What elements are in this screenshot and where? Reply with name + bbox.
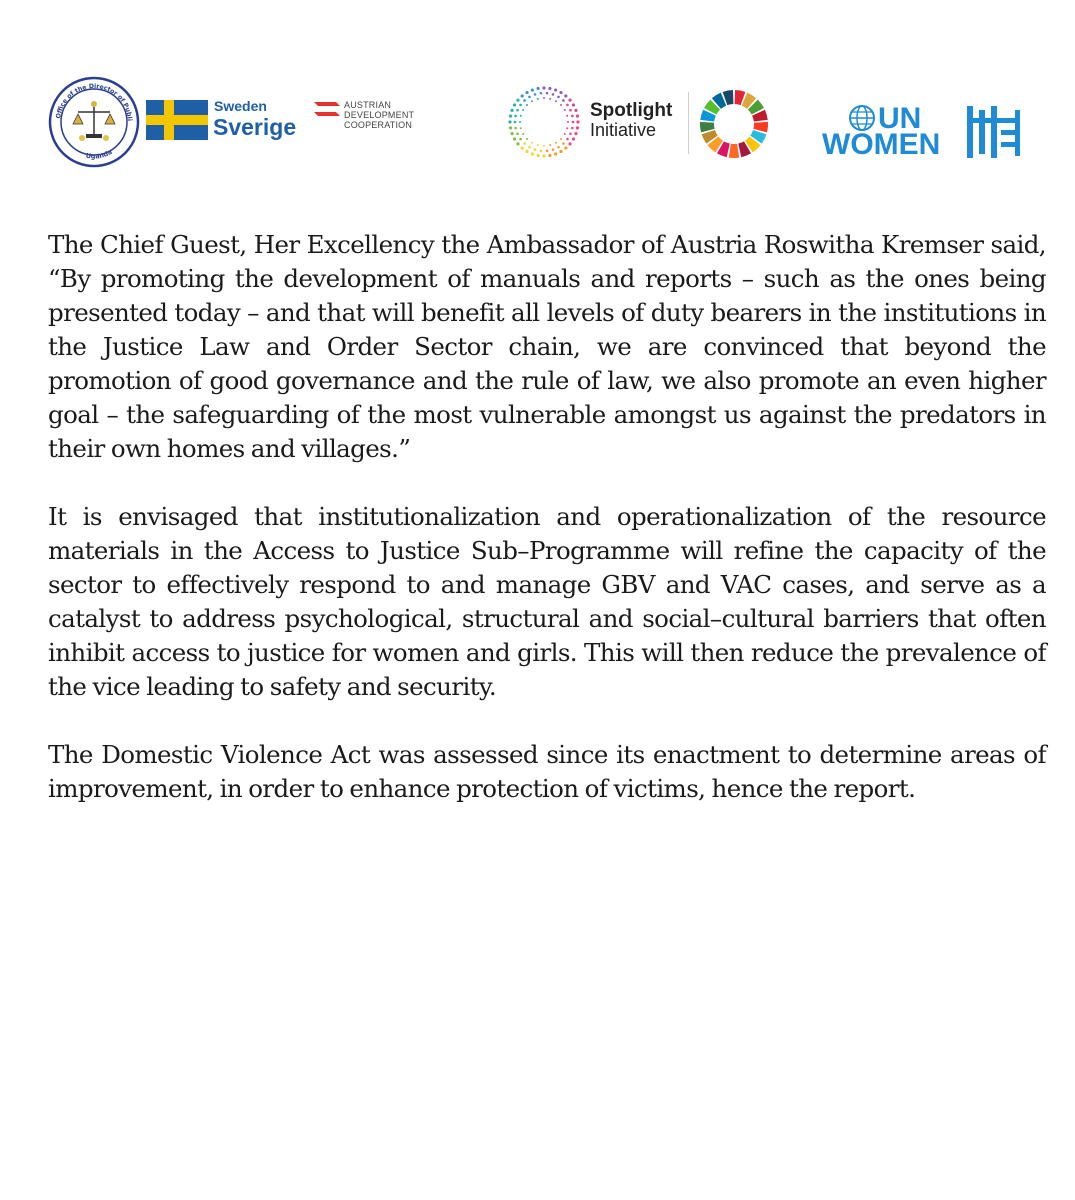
un-label: UN — [878, 102, 922, 135]
svg-text:Office of the Director of Publ: Office of the Director of Publi — [55, 82, 133, 122]
women-label: WOMEN — [822, 128, 941, 161]
svg-text:Uganda: Uganda — [85, 147, 114, 161]
austria-line-1: AUSTRIAN — [344, 100, 392, 110]
austria-line-2: DEVELOPMENT — [344, 110, 415, 120]
initiative-label: Initiative — [590, 120, 657, 140]
spotlight-initiative-logo — [508, 86, 773, 166]
austria-line-3: COOPERATION — [344, 120, 413, 130]
austria-text — [344, 100, 414, 130]
sweden-logo — [146, 98, 306, 144]
swedish-flag-icon — [146, 100, 208, 140]
paragraph-ambassador-quote: The Chief Guest, Her Excellency the Ambassador of Austria Roswitha Kremser said, “By promoting the development of manuals and reports – such as the ones being presented today – and that will benefit all levels of duty bearers in the institutions in the Justice Law and Order Sector chain, we are convinced that beyond the promotion of good governance and the rule of law, we also promote an even higher goal – the safeguarding of the most vulnerable amongst us against the predators in their own homes and villages.” — [48, 230, 1046, 463]
press-release-body — [48, 228, 1046, 840]
austrian-development-cooperation-logo — [314, 100, 444, 140]
spotlight-label: Spotlight — [590, 100, 673, 121]
austrian-flag-mark-icon — [314, 102, 340, 116]
paragraph-domestic-violence-act: The Domestic Violence Act was assessed since its enactment to determine areas of improvement, in order to enhance protection of victims, hence the report. — [48, 740, 1046, 803]
sweden-label: Sweden — [214, 98, 267, 114]
un-women-symbol-icon — [965, 104, 1023, 160]
sverige-label: Sverige — [213, 114, 297, 140]
sdg-wheel-icon — [698, 88, 770, 160]
spotlight-dots-icon — [508, 86, 580, 158]
un-women-logo — [820, 104, 1025, 164]
odpp-logo — [48, 76, 140, 168]
paragraph-resource-materials: It is envisaged that institutionalization and operationalization of the resource materials in the Access to Justice Sub–Programme will refine the capacity of the sector to effectively respond to and manage GBV and VAC cases, and serve as a catalyst to address psychological, structural and social–cultural barriers that often inhibit access to justice for women and girls. This will then reduce the prevalence of the vice leading to safety and security. — [48, 502, 1046, 701]
odpp-seal-icon — [48, 76, 140, 168]
logo-divider — [688, 92, 689, 154]
partner-logo-bar — [0, 0, 1075, 200]
